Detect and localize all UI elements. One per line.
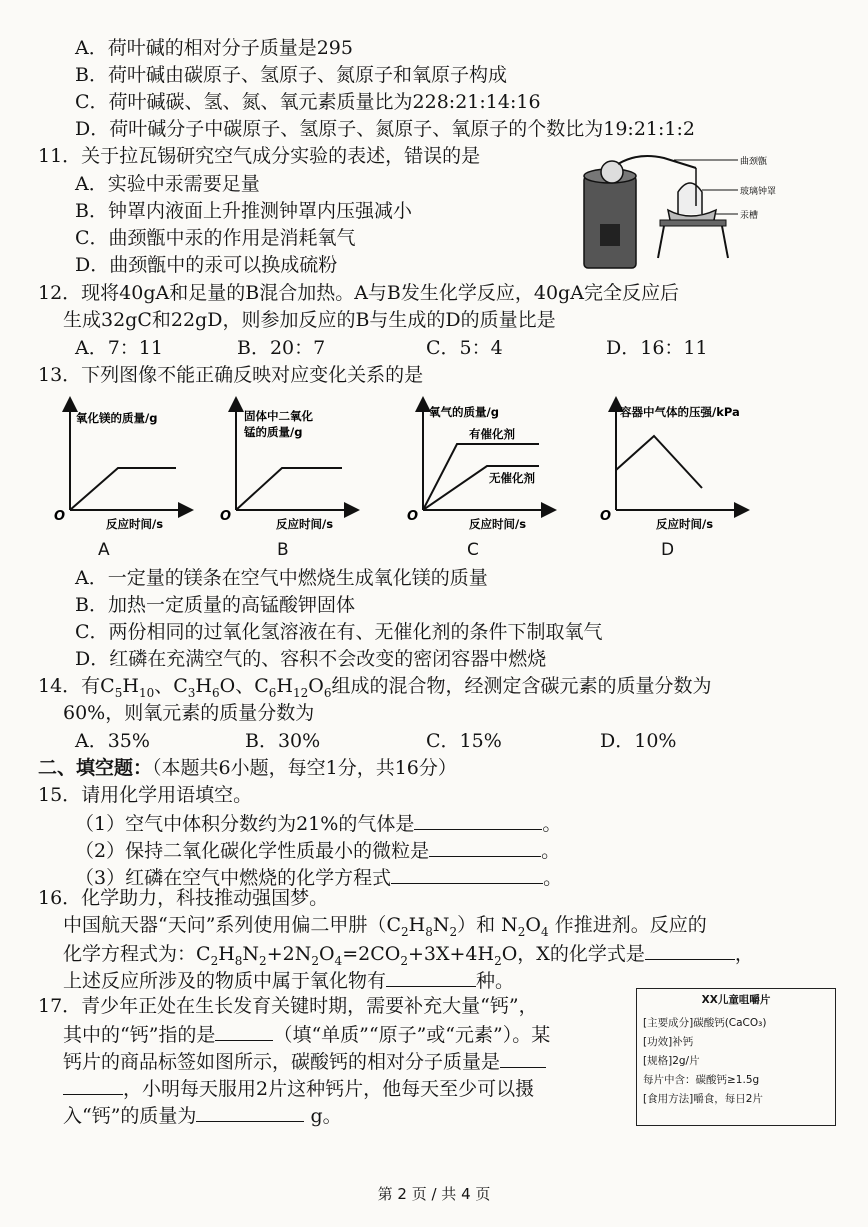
graph-c-origin: O: [407, 509, 419, 524]
label-row-content: 每片中含：碳酸钙≥1.5g: [643, 1074, 760, 1086]
q12-option-c: C．5：4: [426, 337, 503, 359]
graph-a-curve: [70, 468, 176, 510]
q13-option-c: C．两份相同的过氧化氢溶液在有、无催化剂的条件下制取氧气: [75, 621, 603, 643]
graph-b: [218, 398, 358, 537]
q10-option-b: B．荷叶碱由碳原子、氢原子、氮原子和氧原子构成: [75, 64, 507, 86]
q11-stem: 11．关于拉瓦锡研究空气成分实验的表述，错误的是: [38, 145, 481, 167]
q16-stem: 16．化学助力，科技推动强国梦。: [38, 887, 329, 909]
graph-b-curve: [236, 468, 342, 510]
q12-option-b: B．20：7: [237, 337, 326, 359]
q17-line3: 钙片的商品标签如图所示，碳酸钙的相对分子质量是: [63, 1047, 546, 1075]
q12-stem-line1: 12．现将40gA和足量的B混合加热。A与B发生化学反应，40gA完全反应后: [38, 282, 679, 304]
graph-b-letter: B: [277, 540, 289, 560]
q10-option-c: C．荷叶碱碳、氢、氮、氧元素质量比为228:21:14:16: [75, 91, 541, 113]
graph-b-ylabel-line2: 锰的质量/g: [244, 425, 303, 439]
q17-line1: 17．青少年正处在生长发育关键时期，需要补充大量“钙”，: [38, 995, 538, 1017]
q14-option-a: A．35%: [75, 730, 150, 752]
furnace-shape: [584, 176, 636, 268]
q14-option-d: D．10%: [600, 730, 677, 752]
graph-a-letter: A: [98, 540, 110, 560]
label-row-ingredient: [主要成分]碳酸钙(CaCO₃): [643, 1017, 767, 1029]
q13-stem: 13．下列图像不能正确反映对应变化关系的是: [38, 364, 424, 386]
q14-stem-line1: 14．有$C_5H_{10}$、$C_3H_6O$、$C_6H_{12}O_6$组成的混合物，经测定含碳元素的质量分数为: [38, 675, 712, 700]
graph-d: [598, 398, 758, 537]
q13-option-d: D．红磷在充满空气的、容积不会改变的密闭容器中燃烧: [75, 648, 547, 670]
graph-a-origin: O: [54, 509, 66, 524]
graph-b-xlabel: 反应时间/s: [276, 517, 334, 531]
q13-option-a: A．一定量的镁条在空气中燃烧生成氧化镁的质量: [75, 567, 488, 589]
graph-d-xlabel: 反应时间/s: [656, 517, 714, 531]
graph-b-origin: O: [220, 509, 232, 524]
q17-blank2-cont[interactable]: [63, 1074, 123, 1095]
retort-shape: [601, 161, 623, 183]
fig-label-bell-jar: 玻璃钟罩: [740, 187, 777, 197]
q11-option-a: A．实验中汞需要足量: [75, 173, 260, 195]
q17-blank3[interactable]: [196, 1101, 304, 1122]
label-row-usage: [食用方法]嚼食，每日2片: [643, 1093, 763, 1105]
bell-jar-shape: [678, 183, 702, 214]
graph-d-letter: D: [661, 540, 675, 560]
q17-blank1[interactable]: [215, 1020, 273, 1041]
graph-c: [405, 398, 555, 537]
graph-a-xlabel: 反应时间/s: [106, 517, 164, 531]
q12-option-d: D．16：11: [606, 337, 708, 359]
q17-line4: ，小明每天服用2片这种钙片，他每天至少可以摄: [63, 1074, 534, 1102]
graph-a: [52, 398, 192, 537]
graph-b-ylabel-line1: 固体中二氧化: [244, 409, 313, 423]
q16-line2: 化学方程式为：$C_2H_8N_2+2N_2O_4=2CO_2+3X+4H_2O$，X的化学式是 ，: [63, 939, 754, 967]
graph-c-letter: C: [467, 540, 479, 560]
q15-stem: 15．请用化学用语填空。: [38, 784, 253, 806]
graph-d-ylabel: 容器中气体的压强/kPa: [620, 405, 740, 419]
graph-a-ylabel: 氧化镁的质量/g: [76, 411, 158, 425]
page-footer: 第 2 页 / 共 4 页: [377, 1185, 491, 1203]
fig-label-retort: 曲颈甑: [740, 157, 768, 167]
section-2-heading: 二、填空题：（本题共6小题，每空1分，共16分）: [38, 757, 457, 779]
q16-blank2[interactable]: [386, 966, 476, 987]
q15-part3: （3）红磷在空气中燃烧的化学方程式 。: [75, 863, 562, 891]
q17-line5: 入“钙”的质量为 g。: [63, 1101, 342, 1129]
label-row-spec: [规格]2g/片: [643, 1055, 700, 1067]
q13-option-b: B．加热一定质量的高锰酸钾固体: [75, 594, 355, 616]
q12-stem-line2: 生成32gC和22gD，则参加反应的B与生成的D的质量比是: [63, 309, 556, 331]
q10-option-a: A．荷叶碱的相对分子质量是295: [75, 37, 353, 59]
q16-line3: 上述反应所涉及的物质中属于氧化物有 种。: [63, 966, 514, 994]
q16-line1: 中国航天器“天问”系列使用偏二甲肼$(C_2H_8N_2)$和 $N_2O_4$ 作推进剂。反应的: [63, 914, 707, 939]
graph-d-curve: [616, 436, 702, 488]
q11-option-c: C．曲颈甑中汞的作用是消耗氧气: [75, 227, 356, 249]
q15-part2: （2）保持二氧化碳化学性质最小的微粒是 。: [75, 836, 560, 864]
q15-blank1[interactable]: [414, 809, 542, 830]
label-row-effect: [功效]补钙: [643, 1036, 694, 1048]
graph-c-curve1-label: 有催化剂: [469, 427, 515, 441]
q11-option-b: B．钟罩内液面上升推测钟罩内压强减小: [75, 200, 412, 222]
fig-label-trough: 汞槽: [740, 211, 759, 221]
q15-part1: （1）空气中体积分数约为21%的气体是 。: [75, 809, 561, 837]
q17-blank2[interactable]: [500, 1047, 546, 1068]
q10-option-d: D．荷叶碱分子中碳原子、氢原子、氮原子、氧原子的个数比为19:21:1:2: [75, 118, 695, 140]
q11-option-d: D．曲颈甑中的汞可以换成硫粉: [75, 254, 338, 276]
label-title: XX儿童咀嚼片: [701, 994, 771, 1006]
q14-option-b: B．30%: [245, 730, 321, 752]
graph-c-xlabel: 反应时间/s: [469, 517, 527, 531]
lavoisier-apparatus-figure: [578, 154, 777, 276]
q14-option-c: C．15%: [426, 730, 502, 752]
graph-d-origin: O: [600, 509, 612, 524]
calcium-tablet-label: [636, 988, 836, 1126]
graph-c-curve2-label: 无催化剂: [489, 471, 535, 485]
q17-line2: 其中的“钙”指的是 （填“单质”“原子”或“元素”）。某: [63, 1020, 550, 1048]
q15-blank2[interactable]: [429, 836, 541, 857]
q15-blank3[interactable]: [391, 863, 543, 884]
q12-option-a: A．7：11: [75, 337, 163, 359]
q16-blank1[interactable]: [645, 939, 735, 960]
graph-c-ylabel: 氧气的质量/g: [429, 405, 499, 419]
q14-stem-line2: 60%，则氧元素的质量分数为: [63, 702, 315, 724]
